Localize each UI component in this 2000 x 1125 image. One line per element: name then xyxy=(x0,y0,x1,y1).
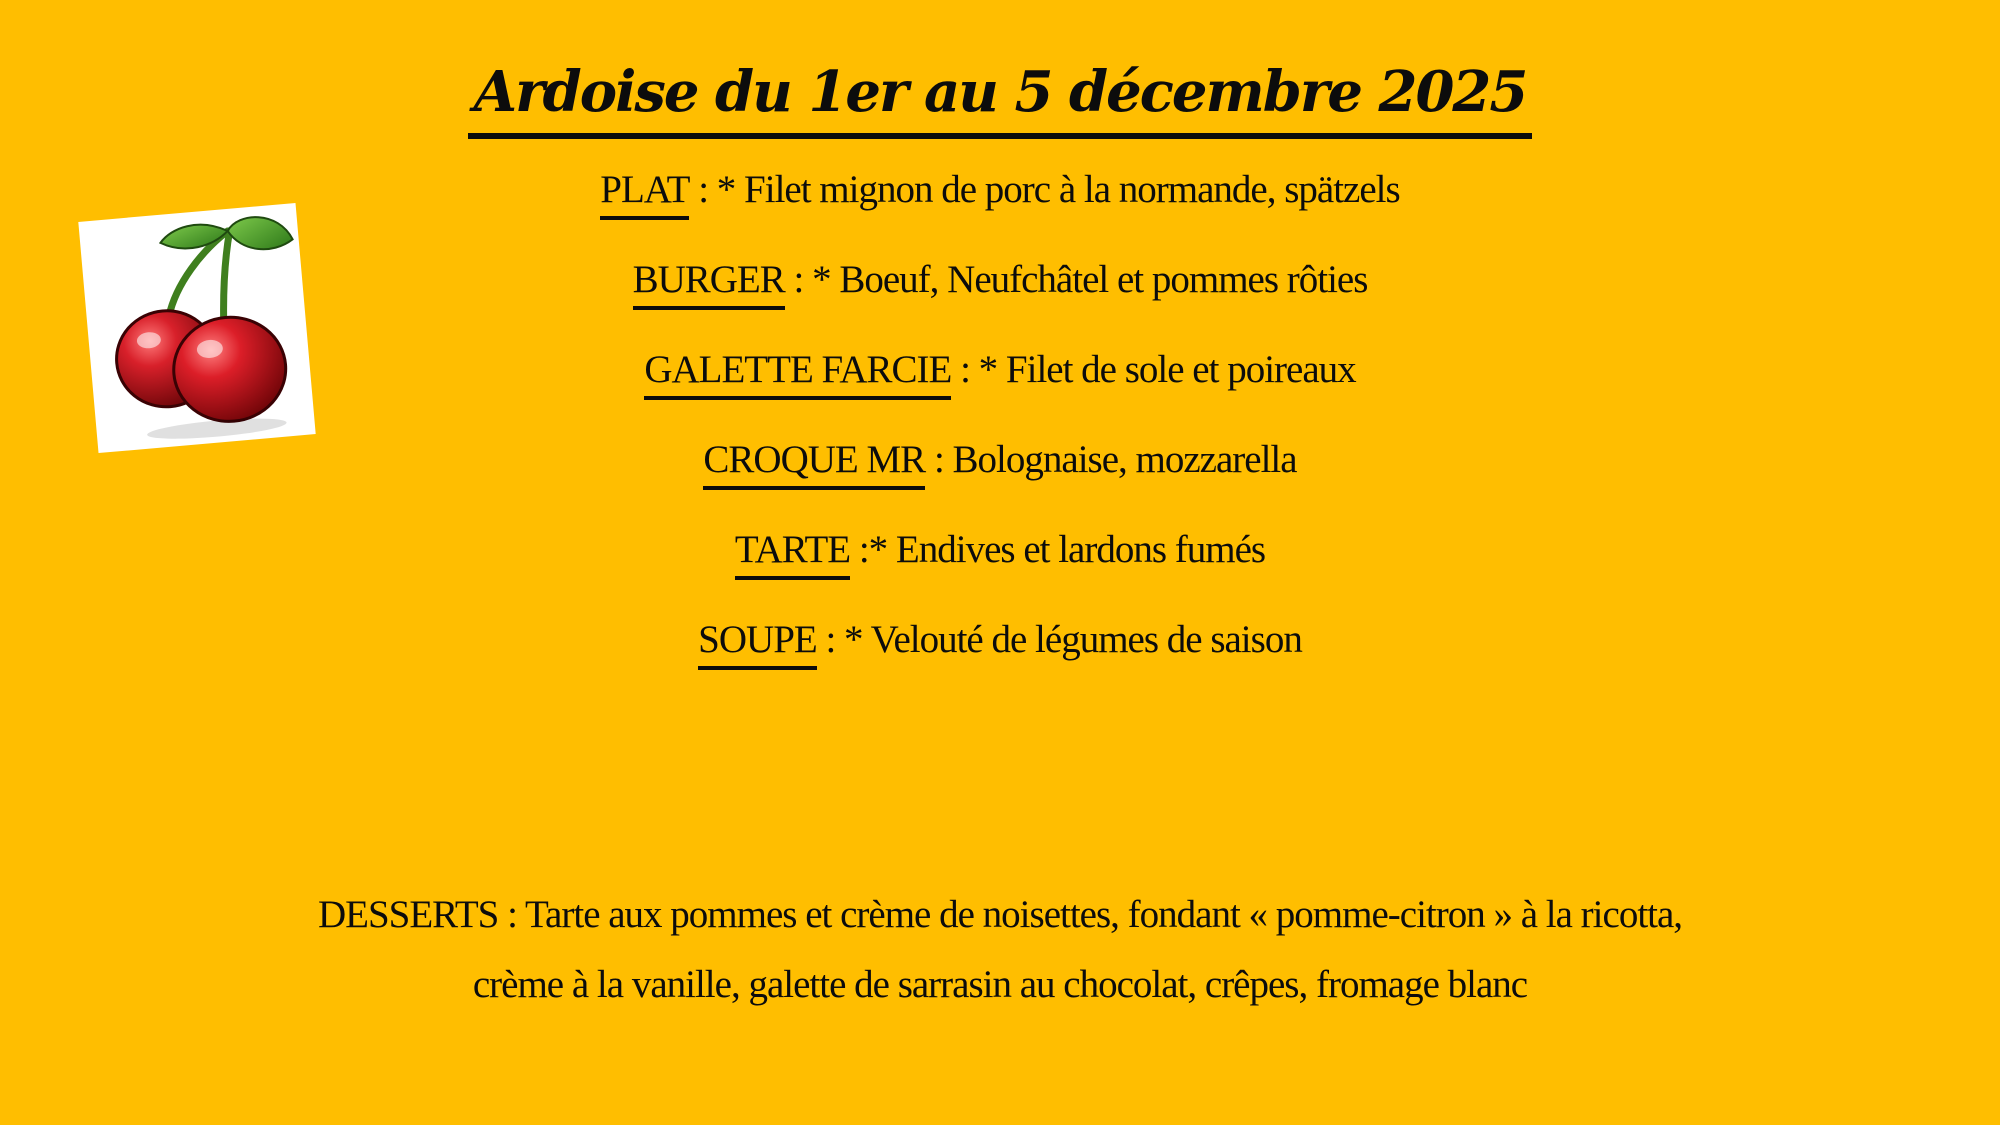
title-text: Ardoise du 1er au 5 décembre 2025 xyxy=(468,53,1533,139)
menu-item-text: : * Filet mignon de porc à la normande, spätzels xyxy=(689,168,1400,211)
cherry-image xyxy=(78,203,315,453)
desserts-line-2: crème à la vanille, galette de sarrasin au chocolat, crêpes, fromage blanc xyxy=(472,963,1528,1006)
menu-item-label: BURGER xyxy=(633,254,785,310)
menu-item-label: TARTE xyxy=(735,524,850,580)
menu-item-plat xyxy=(0,160,2000,220)
menu-item-label: GALETTE FARCIE xyxy=(644,344,951,400)
menu-item-label: PLAT xyxy=(600,164,689,220)
cherries-icon xyxy=(78,203,315,453)
menu-item-text: : Bolognaise, mozzarella xyxy=(925,438,1297,481)
menu-item-text: :* Endives et lardons fumés xyxy=(850,528,1266,571)
menu-item-label: CROQUE MR xyxy=(703,434,925,490)
page-title xyxy=(0,52,2000,139)
desserts-line-1: DESSERTS : Tarte aux pommes et crème de noisettes, fondant « pomme-citron » à la ricotta, xyxy=(317,893,1683,936)
menu-item-label: SOUPE xyxy=(698,614,817,670)
menu-item-text: : * Boeuf, Neufchâtel et pommes rôties xyxy=(784,258,1368,301)
desserts-section xyxy=(0,880,2000,1020)
menu-item-text: : * Filet de sole et poireaux xyxy=(951,348,1356,391)
menu-item-burger xyxy=(0,250,2000,310)
menu-item-text: : * Velouté de légumes de saison xyxy=(816,618,1302,661)
menu-item-soupe xyxy=(0,610,2000,670)
menu-item-galette xyxy=(0,340,2000,400)
menu-item-tarte xyxy=(0,520,2000,580)
menu-item-croque xyxy=(0,430,2000,490)
